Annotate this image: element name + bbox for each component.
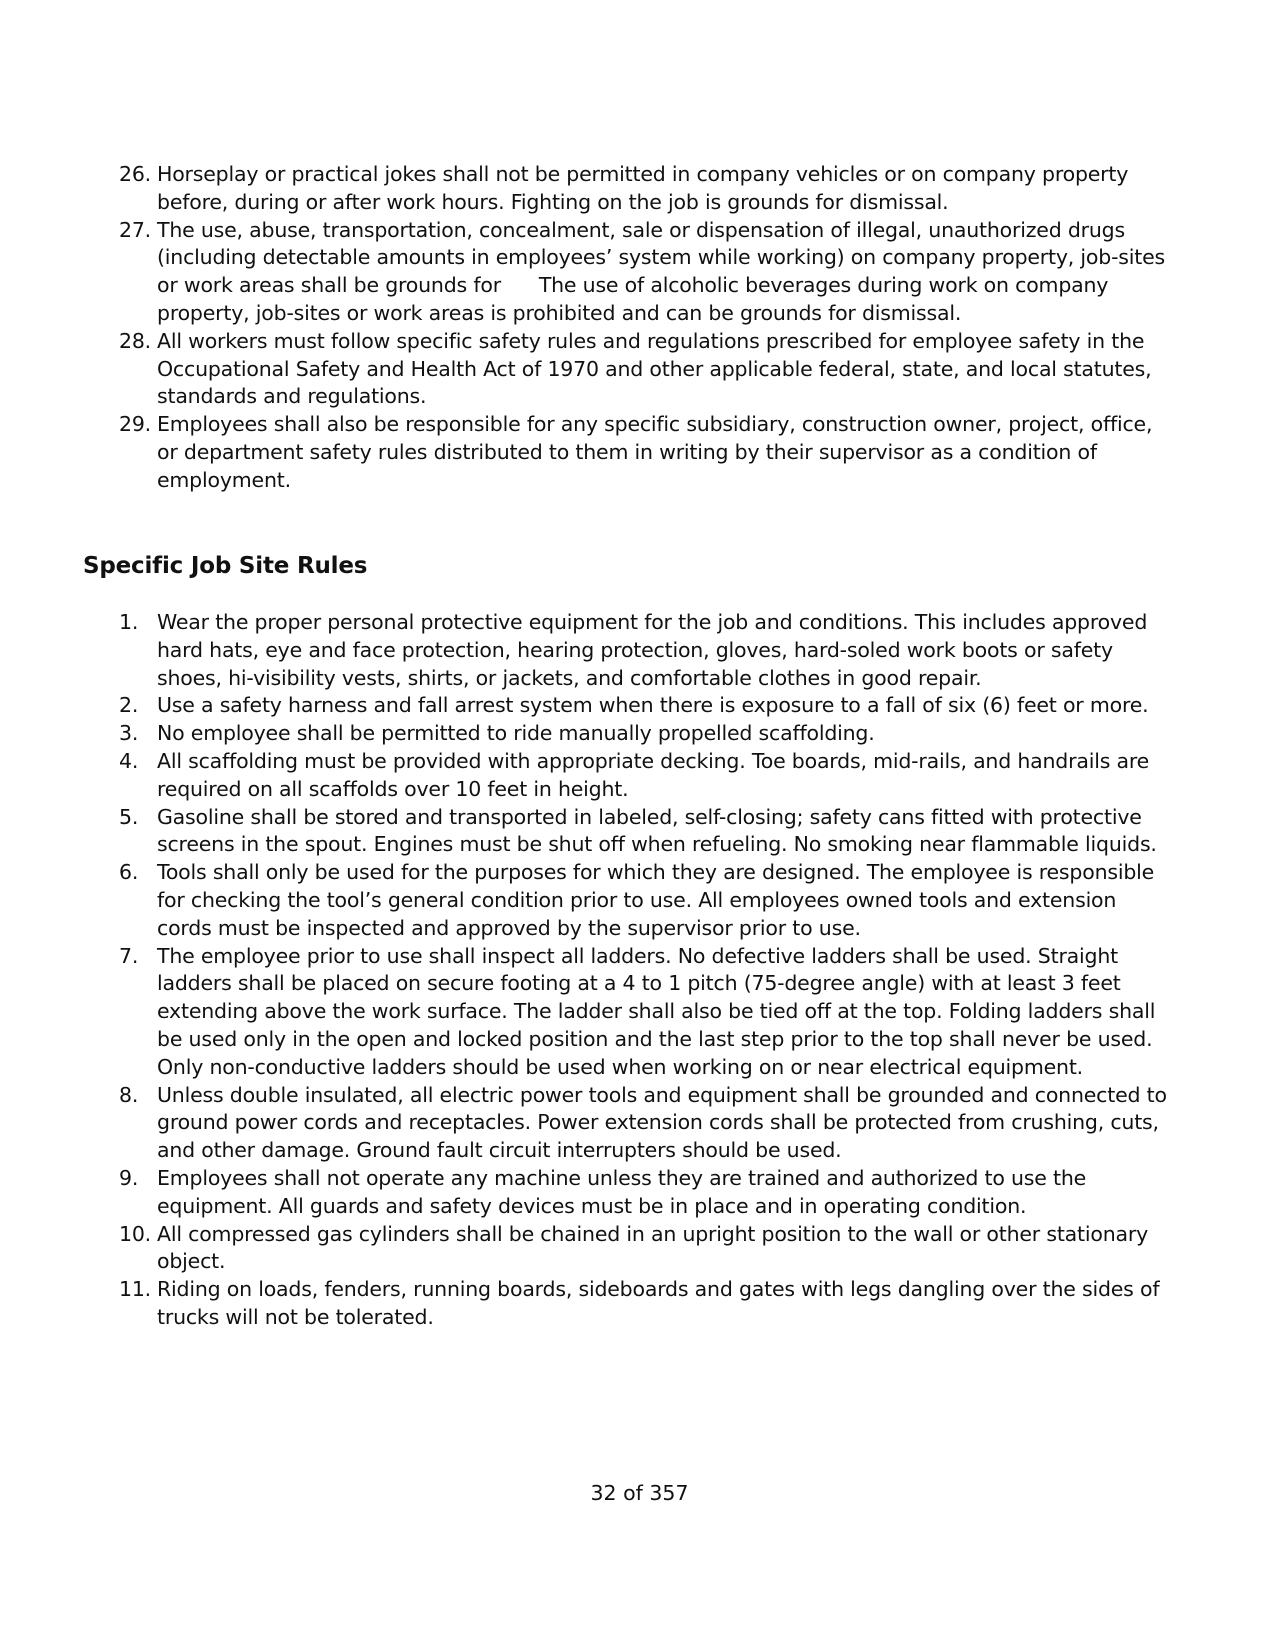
item-text: Horseplay or practical jokes shall not be permitted in company vehicles or on company property before, during or after work hours. Fighting on the job is grounds for dismissal. <box>157 162 1129 214</box>
item-text: Employees shall not operate any machine unless they are trained and authorized to use the equipment. All guards and safety devices must be in place and in operating condition. <box>157 1165 1087 1218</box>
list-item <box>0 859 1275 942</box>
list-item <box>0 804 1275 860</box>
list-item <box>0 692 1275 720</box>
list-item <box>0 161 1275 217</box>
section-heading: Specific Job Site Rules <box>83 553 368 579</box>
item-number: 27. <box>119 217 152 242</box>
list-item <box>0 1276 1275 1332</box>
item-number: 4. <box>119 748 139 773</box>
page-number: 32 of 357 <box>590 1481 689 1505</box>
item-number: 6. <box>119 860 139 885</box>
item-text: Employees shall also be responsible for any specific subsidiary, construction owner, project, office, or department safety rules distributed to them in writing by their supervisor as a condition of employment. <box>157 412 1153 492</box>
numbered-list-general-rules <box>0 161 1275 495</box>
item-text: All workers must follow specific safety rules and regulations prescribed for employee safety in the Occupational Safety and Health Act of 1970 and other applicable federal, state, and local statutes, standards and regulations. <box>157 328 1152 409</box>
item-number: 26. <box>119 162 152 186</box>
list-item <box>0 748 1275 804</box>
item-text: The use, abuse, transportation, concealment, sale or dispensation of illegal, unauthorized drugs (including detectable amounts in employees’ system while working) on company property, job-sites or work areas shall be grounds for The use of alcoholic beverages during work on company property, job-sites or work areas is prohibited and can be grounds for dismissal. <box>157 217 1165 325</box>
item-text: No employee shall be permitted to ride manually propelled scaffolding. <box>157 721 875 746</box>
list-item <box>0 943 1275 1082</box>
item-text: Gasoline shall be stored and transported in labeled, self-closing; safety cans fitted with protective screens in the spout. Engines must be shut off when refueling. No smoking near flammable liquids. <box>157 804 1157 857</box>
item-number: 8. <box>119 1082 139 1107</box>
item-text: All scaffolding must be provided with appropriate decking. Toe boards, mid-rails, and handrails are required on all scaffolds over 10 feet in height. <box>157 748 1150 801</box>
item-number: 3. <box>119 721 139 746</box>
list-item <box>0 328 1275 411</box>
list-item <box>0 1082 1275 1165</box>
item-text: The employee prior to use shall inspect all ladders. No defective ladders shall be used. Straight ladders shall be placed on secure footing at a 4 to 1 pitch (75-degree angle) with at least 3 feet extending above the work surface. The ladder shall also be tied off at the top. Folding ladders shall be used only in the open and locked position and the last step prior to the top shall never be used. Only non-conductive ladders should be used when working on or near electrical equipment. <box>157 943 1156 1079</box>
item-number: 10. <box>119 1221 152 1246</box>
list-item <box>0 1221 1275 1277</box>
numbered-list-job-site-rules <box>0 609 1275 1332</box>
item-number: 28. <box>119 328 152 353</box>
list-item <box>0 720 1275 748</box>
item-text: Tools shall only be used for the purposes for which they are designed. The employee is responsible for checking the tool’s general condition prior to use. All employees owned tools and extension cords must be inspected and approved by the supervisor prior to use. <box>157 860 1155 940</box>
item-number: 5. <box>119 804 139 829</box>
item-number: 9. <box>119 1165 139 1190</box>
item-number: 11. <box>119 1277 152 1302</box>
list-item <box>0 411 1275 494</box>
item-number: 1. <box>119 610 139 634</box>
item-text: All compressed gas cylinders shall be chained in an upright position to the wall or other stationary object. <box>157 1221 1149 1274</box>
item-text: Use a safety harness and fall arrest system when there is exposure to a fall of six (6) feet or more. <box>157 693 1149 718</box>
item-number: 2. <box>119 693 139 718</box>
list-item <box>0 217 1275 328</box>
item-number: 7. <box>119 943 139 968</box>
item-text: Wear the proper personal protective equipment for the job and conditions. This includes approved hard hats, eye and face protection, hearing protection, gloves, hard-soled work boots or safety shoes, hi-visibility vests, shirts, or jackets, and comfortable clothes in good repair. <box>157 610 1148 690</box>
item-number: 29. <box>119 412 152 437</box>
item-text: Riding on loads, fenders, running boards, sideboards and gates with legs dangling over the sides of trucks will not be tolerated. <box>157 1277 1160 1329</box>
list-item <box>0 609 1275 692</box>
list-item <box>0 1165 1275 1221</box>
item-text: Unless double insulated, all electric power tools and equipment shall be grounded and connected to ground power cords and receptacles. Power extension cords shall be protected from crushing, cuts, and other damage. Ground fault circuit interrupters should be used. <box>157 1082 1167 1163</box>
